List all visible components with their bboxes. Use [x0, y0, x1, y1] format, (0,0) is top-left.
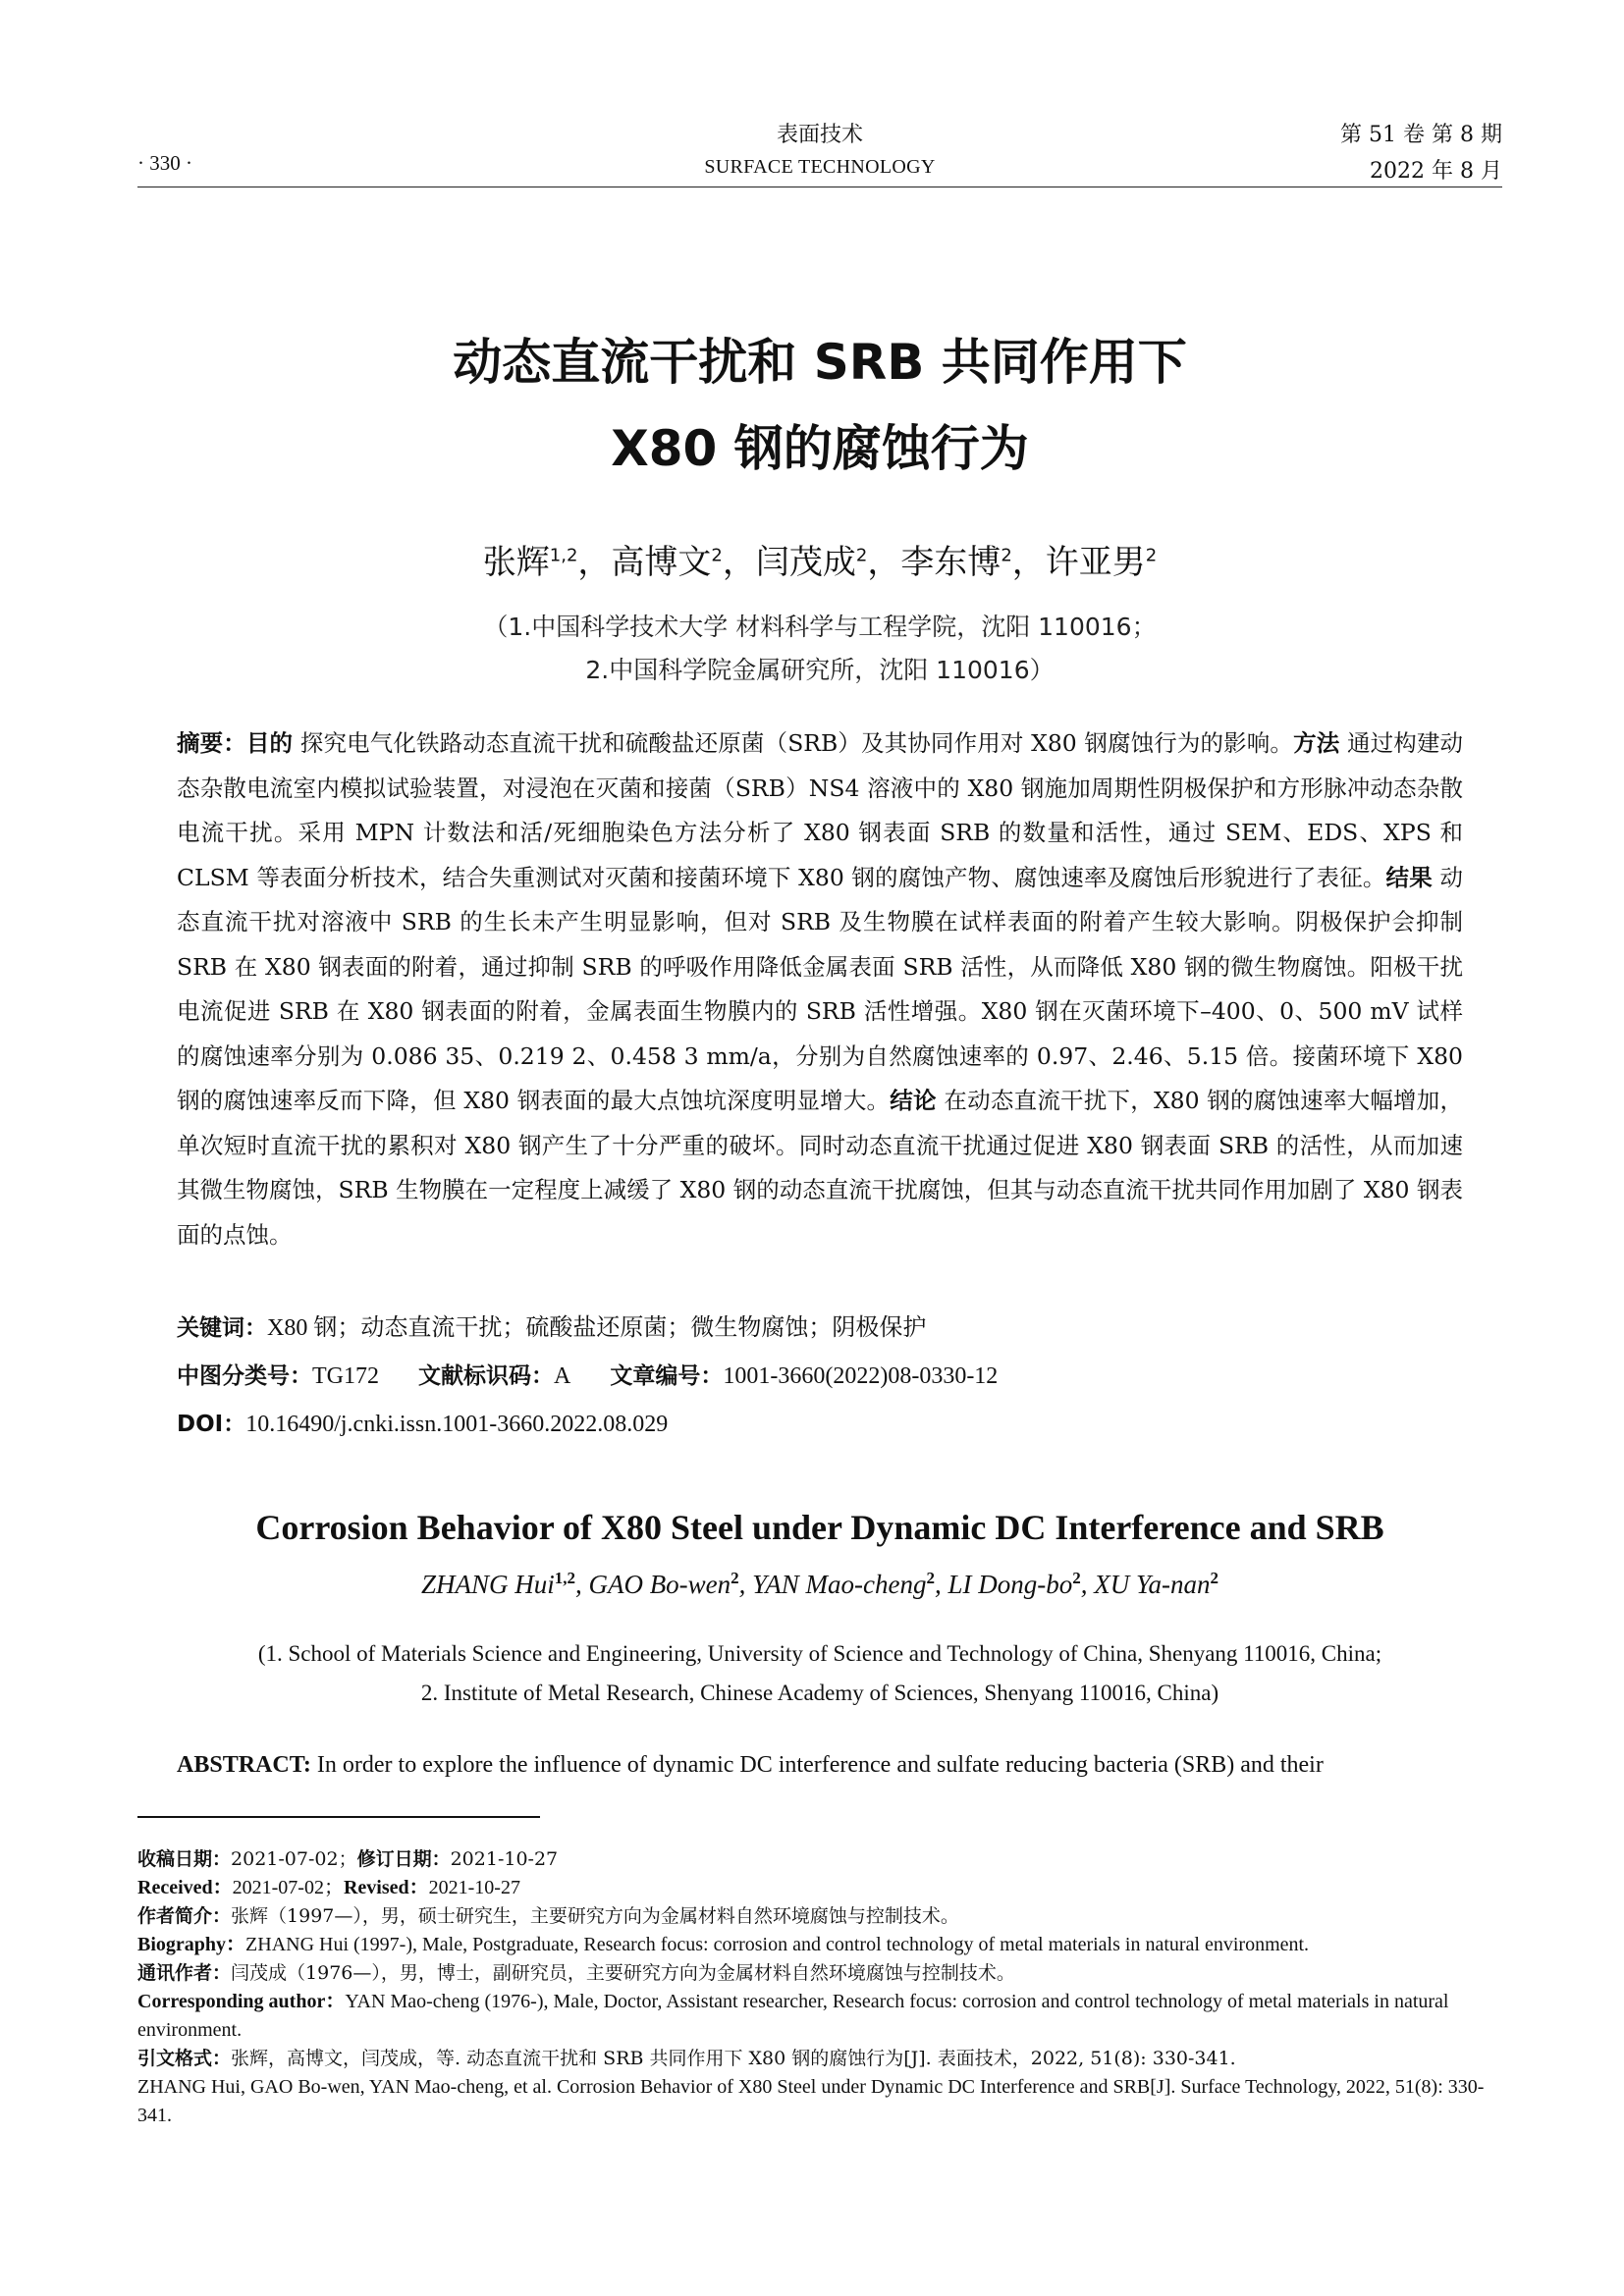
journal-name-en: SURFACE TECHNOLOGY [704, 156, 936, 178]
author-name-en: LI Dong-bo [947, 1570, 1073, 1599]
affiliation-line-2: 2.中国科学院金属研究所，沈阳 110016） [585, 656, 1055, 684]
received-en-label: Received： [137, 1877, 233, 1898]
abstract-en-label: ABSTRACT: [177, 1752, 311, 1778]
doi-label: DOI： [177, 1412, 246, 1437]
citation-en: ZHANG Hui, GAO Bo-wen, YAN Mao-cheng, et al. Corrosion Behavior of X80 Steel under Dynamic DC Interference and SRB[J]. Surface Technology, 2022, 51(8): 330-341. [137, 2076, 1485, 2126]
keywords [177, 1308, 1463, 1342]
citation-cn-text: 张辉，高博文，闫茂成，等. 动态直流干扰和 SRB 共同作用下 X80 钢的腐蚀行为[J]. 表面技术，2022, 51(8): 330-341. [231, 2048, 1236, 2069]
affiliations-en [137, 1634, 1502, 1713]
author-affil-mark: 2 [926, 1569, 936, 1587]
doc-code-label: 文献标识码： [418, 1363, 554, 1389]
doi [177, 1406, 1463, 1438]
volume-issue: 第 51 卷 第 8 期 [1340, 123, 1502, 147]
affiliation-en-line-1: (1. School of Materials Science and Engineering, University of Science and Technology of China, Shenyang 110016, China; [257, 1641, 1382, 1666]
journal-name [137, 118, 1502, 179]
journal-name-cn: 表面技术 [776, 123, 863, 147]
author-name: 李东博 [900, 543, 1001, 582]
abstract-en-text: In order to explore the influence of dynamic DC interference and sulfate reducing bacteria (SRB) and their [310, 1752, 1324, 1778]
keywords-label: 关键词： [177, 1315, 267, 1341]
biography-cn-label: 作者简介： [137, 1905, 232, 1927]
revised-cn-label: 修订日期： [356, 1848, 451, 1870]
doi-link[interactable]: 10.16490/j.cnki.issn.1001-3660.2022.08.029 [245, 1412, 669, 1437]
abstract-en [177, 1752, 1463, 1779]
running-header [137, 118, 1502, 187]
author-name-en: XU Ya-nan [1094, 1570, 1211, 1599]
conclusion-label: 结论 [890, 1087, 937, 1114]
article-no-label: 文章编号： [610, 1363, 724, 1389]
page-number: · 330 · [137, 151, 192, 175]
clc-label: 中图分类号： [177, 1363, 312, 1389]
citation-cn [137, 2045, 1502, 2073]
received-en [137, 1874, 1502, 1902]
title-line-2: X80 钢的腐蚀行为 [611, 420, 1029, 477]
revised-en-value: 2021-10-27 [428, 1877, 520, 1898]
author-name: 闫茂成 [755, 543, 856, 582]
biography-en-text: ZHANG Hui (1997-), Male, Postgraduate, Research focus: corrosion and control technology of metal materials in natural environment. [245, 1934, 1310, 1955]
purpose-text: 探究电气化铁路动态直流干扰和硫酸盐还原菌（SRB）及其协同作用对 X80 钢腐蚀行为的影响。 [293, 729, 1294, 757]
result-label: 结果 [1385, 863, 1433, 891]
affiliations-cn [137, 606, 1502, 692]
keywords-value: X80 钢；动态直流干扰；硫酸盐还原菌；微生物腐蚀；阴极保护 [267, 1315, 927, 1341]
corresponding-en [137, 1988, 1502, 2045]
biography-en-label: Biography： [137, 1934, 246, 1955]
affiliation-line-1: （1.中国科学技术大学 材料科学与工程学院，沈阳 110016； [483, 613, 1157, 641]
author-name: 许亚男 [1045, 543, 1146, 582]
received-en-value: 2021-07-02； [232, 1877, 344, 1898]
abstract-label: 摘要： [177, 729, 246, 757]
biography-cn [137, 1902, 1502, 1931]
corresponding-cn-label: 通讯作者： [137, 1962, 232, 1984]
received-cn-value: 2021-07-02； [231, 1848, 357, 1870]
issue-info [1340, 118, 1502, 185]
author-affil-mark: 1,2 [554, 1569, 575, 1587]
paper-title-en: Corrosion Behavior of X80 Steel under Dynamic DC Interference and SRB [255, 1508, 1384, 1547]
doc-code-value: A [554, 1363, 571, 1389]
footnote-rule [137, 1816, 540, 1818]
author-name-en: GAO Bo-wen [588, 1570, 731, 1599]
paper-title-cn [137, 319, 1502, 492]
corresponding-en-label: Corresponding author： [137, 1991, 346, 2012]
author-affil-mark: 2 [731, 1569, 739, 1587]
biography-en [137, 1931, 1502, 1959]
corresponding-cn-text: 闫茂成（1976—），男，博士，副研究员，主要研究方向为金属材料自然环境腐蚀与控制技术。 [231, 1962, 1015, 1984]
author-affil-mark: 2 [1072, 1569, 1081, 1587]
received-cn-label: 收稿日期： [137, 1848, 232, 1870]
author-affil-mark: 2 [711, 545, 723, 566]
clc-value: TG172 [312, 1363, 379, 1389]
received-cn [137, 1845, 1502, 1874]
author-name: 高博文 [611, 543, 712, 582]
biography-cn-text: 张辉（1997—），男，硕士研究生，主要研究方向为金属材料自然环境腐蚀与控制技术。 [231, 1905, 959, 1927]
abstract-cn [177, 721, 1463, 1257]
method-label: 方法 [1293, 729, 1340, 757]
citation-cn-label: 引文格式： [137, 2048, 232, 2069]
affiliation-en-line-2: 2. Institute of Metal Research, Chinese Academy of Sciences, Shenyang 110016, China) [420, 1681, 1219, 1705]
corresponding-cn [137, 1959, 1502, 1988]
purpose-label: 目的 [245, 729, 294, 757]
author-affil-mark: 2 [1145, 545, 1158, 566]
author-affil-mark: 1,2 [549, 545, 578, 566]
result-text: 动态直流干扰对溶液中 SRB 的生长未产生明显影响，但对 SRB 及生物膜在试样表面的附着产生较大影响。阴极保护会抑制 SRB 在 X80 钢表面的附着，通过抑制 SRB 的呼吸作用降低金属表面 SRB 活性，从而降低 X80 钢的微生物腐蚀。阳极干扰电流促进 SRB 在 X80 钢表面的附着，金属表面生物膜内的 SRB 活性增强。X80 钢在灭菌环境下–400、0、500 mV 试样的腐蚀速率分别为 0.086 35、0.219 2、0.458 3 mm/a，分别为自然腐蚀速率的 0.97、2.46、5.15 倍。接菌环境下 X80 钢的腐蚀速率反而下降，但 X80 钢表面的最大点蚀坑深度明显增大。 [177, 863, 1464, 1114]
author-name: 张辉 [482, 543, 550, 582]
author-affil-mark: 2 [1210, 1569, 1219, 1587]
footnotes [137, 1845, 1502, 2130]
issue-date: 2022 年 8 月 [1370, 159, 1502, 184]
method-text: 通过构建动态杂散电流室内模拟试验装置，对浸泡在灭菌和接菌（SRB）NS4 溶液中的 X80 钢施加周期性阴极保护和方形脉冲动态杂散电流干扰。采用 MPN 计数法和活/死细胞染色方法分析了 X80 钢表面 SRB 的数量和活性，通过 SEM、EDS、XPS 和 CLSM 等表面分析技术，结合失重测试对灭菌和接菌环境下 X80 钢的腐蚀产物、腐蚀速率及腐蚀后形貌进行了表征。 [177, 729, 1464, 891]
conclusion-text: 在动态直流干扰下，X80 钢的腐蚀速率大幅增加，单次短时直流干扰的累积对 X80 钢产生了十分严重的破坏。同时动态直流干扰通过促进 X80 钢表面 SRB 的活性，从而加速其微生物腐蚀，SRB 生物膜在一定程度上减缓了 X80 钢的动态直流干扰腐蚀，但其与动态直流干扰共同作用加剧了 X80 钢表面的点蚀。 [177, 1087, 1463, 1249]
author-name-en: YAN Mao-cheng [752, 1570, 927, 1599]
classification-info [177, 1358, 1463, 1390]
author-list-en: ZHANG Hui$^{1,2}$, GAO Bo-wen$^2$, YAN Mao-cheng$^2$, LI Dong-$bo^2$, XU Ya-nan$^2$ [420, 1569, 1219, 1599]
corresponding-en-text: YAN Mao-cheng (1976-), Male, Doctor, Assistant researcher, Research focus: corrosion and control technology of metal materials in natural environment. [137, 1991, 1449, 2041]
revised-cn-value: 2021-10-27 [450, 1848, 559, 1870]
revised-en-label: Revised： [343, 1877, 429, 1898]
author-affil-mark: 2 [1001, 545, 1012, 566]
title-line-1: 动态直流干扰和 SRB 共同作用下 [453, 334, 1187, 391]
author-affil-mark: 2 [855, 545, 868, 566]
author-name-en: ZHANG Hui [420, 1570, 555, 1599]
author-list-cn: 张辉$^{1,2}$，高博文$^2$，闫茂成$^2$，李东博$^2$，许亚男$^2$ [482, 543, 1158, 582]
article-no-value: 1001-3660(2022)08-0330-12 [723, 1363, 999, 1389]
